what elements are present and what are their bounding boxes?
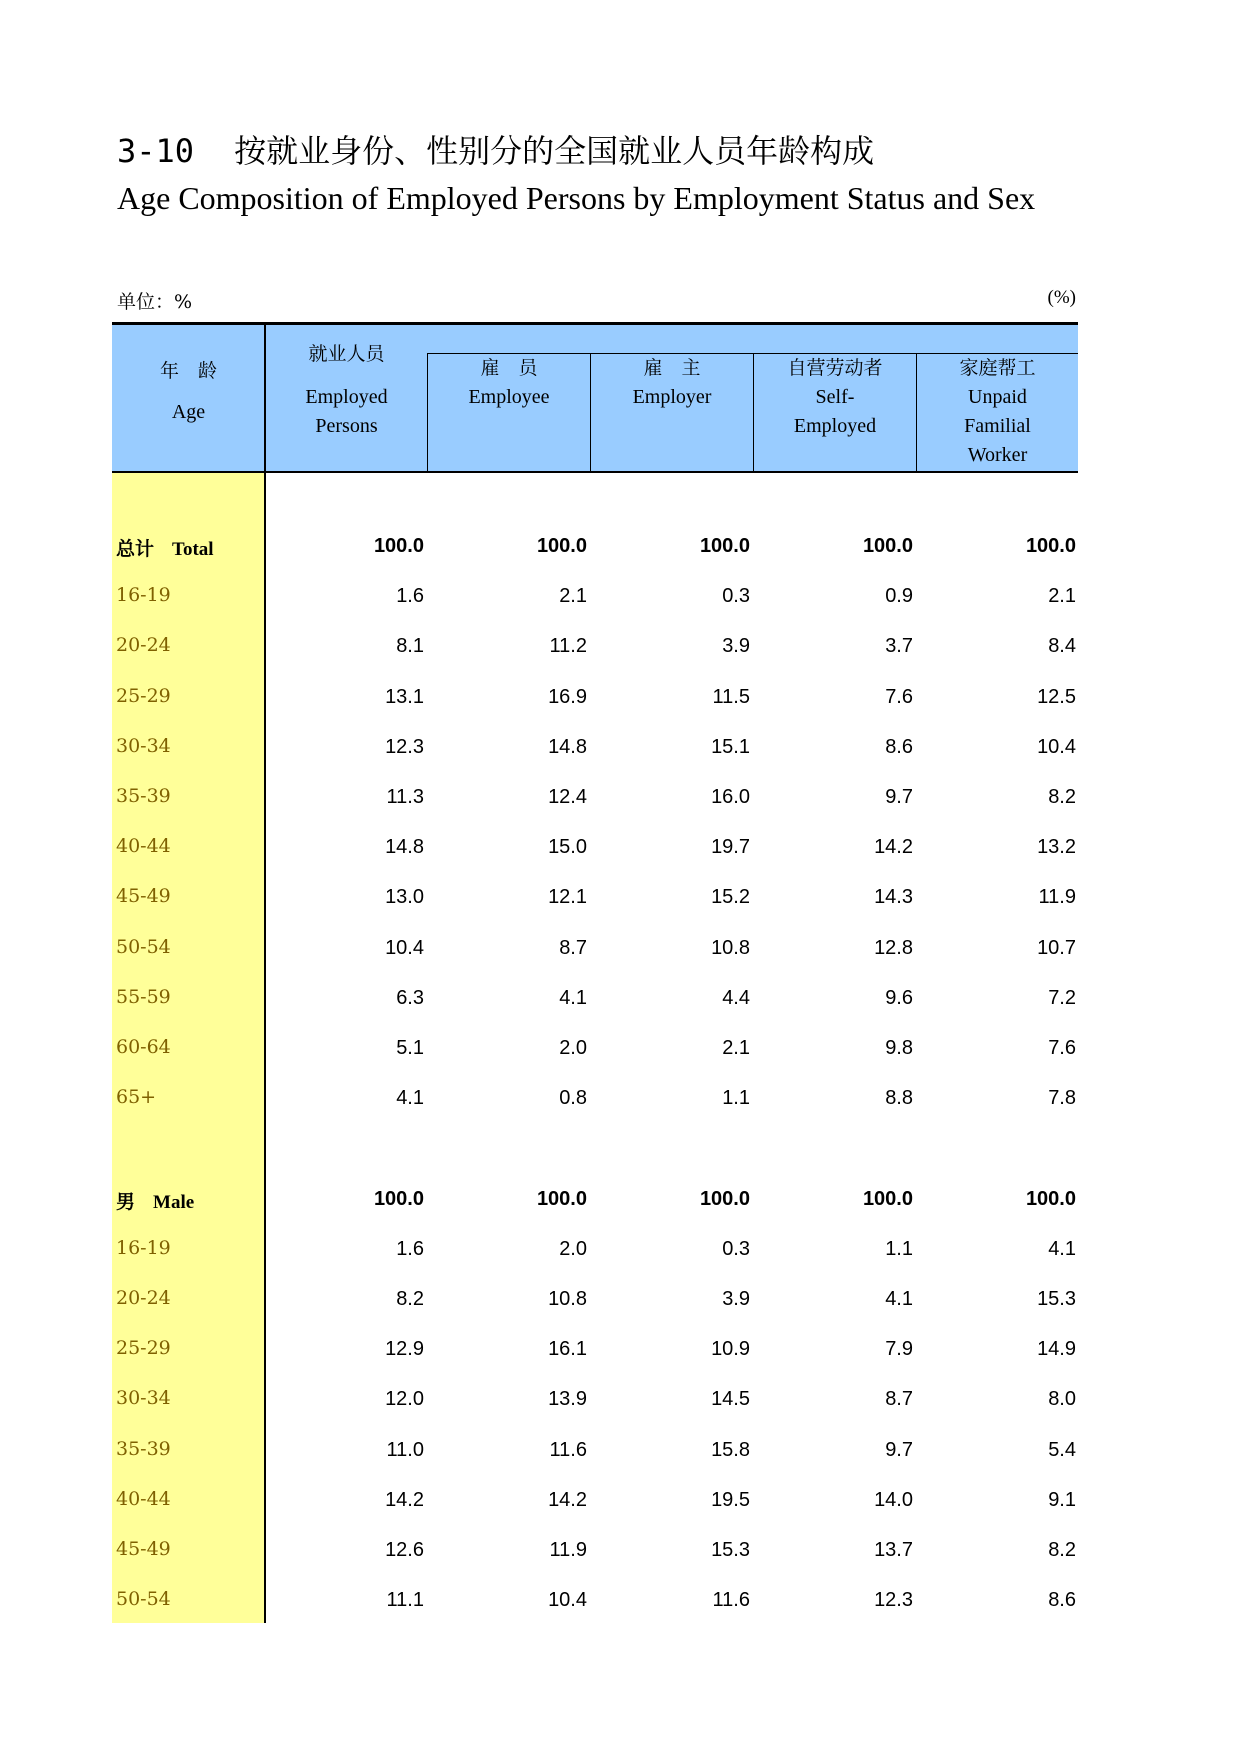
table-cell: 14.8 bbox=[548, 735, 587, 758]
table-cell: 8.2 bbox=[396, 1288, 424, 1310]
table-row bbox=[112, 974, 1078, 1024]
section-label-cn: 男 bbox=[116, 1190, 136, 1213]
table-cell: 11.1 bbox=[386, 1589, 424, 1612]
table-cell: 8.1 bbox=[396, 635, 424, 658]
table-cell: 13.2 bbox=[1037, 836, 1076, 859]
table-cell: 10.4 bbox=[1037, 735, 1076, 758]
table-cell: 7.9 bbox=[885, 1338, 913, 1361]
section-label-en: Total bbox=[172, 539, 214, 560]
table-cell: 11.6 bbox=[549, 1438, 587, 1461]
table-cell: 1.6 bbox=[396, 585, 424, 608]
age-group-label: 16-19 bbox=[116, 584, 171, 607]
age-group-label: 40-44 bbox=[116, 1487, 171, 1510]
table-cell: 8.2 bbox=[1048, 786, 1076, 808]
table-cell: 2.1 bbox=[722, 1037, 750, 1059]
table-cell: 11.9 bbox=[1038, 886, 1076, 909]
header-unpaid-en3: Worker bbox=[967, 444, 1028, 466]
header-unpaid-en2: Familial bbox=[964, 415, 1031, 437]
unit-label: 单位：% bbox=[117, 291, 193, 313]
table-cell: 13.1 bbox=[385, 685, 424, 708]
table-cell: 8.6 bbox=[885, 735, 913, 758]
table-cell: 1.1 bbox=[722, 1087, 750, 1110]
table-cell: 14.9 bbox=[1037, 1338, 1076, 1361]
table-cell: 2.0 bbox=[559, 1037, 587, 1059]
age-group-label: 30-34 bbox=[116, 734, 171, 757]
age-group-label: 35-39 bbox=[116, 1437, 171, 1460]
header-self-en2: Employed bbox=[793, 415, 877, 437]
table-row bbox=[112, 1325, 1078, 1375]
table-cell: 12.1 bbox=[548, 886, 587, 909]
header-employer-en: Employer bbox=[632, 386, 712, 408]
table-cell: 11.9 bbox=[549, 1539, 587, 1561]
table-cell: 16.9 bbox=[548, 685, 587, 708]
age-group-label: 40-44 bbox=[116, 835, 171, 858]
table-cell: 11.2 bbox=[549, 635, 587, 658]
table-cell: 12.5 bbox=[1037, 685, 1076, 708]
table-cell: 4.1 bbox=[396, 1087, 424, 1110]
table-cell: 14.2 bbox=[874, 836, 913, 859]
table-cell: 9.6 bbox=[885, 986, 913, 1009]
table-row bbox=[112, 1426, 1078, 1476]
table-row bbox=[112, 622, 1078, 672]
table-cell: 15.8 bbox=[711, 1438, 750, 1461]
table-cell: 15.0 bbox=[548, 836, 587, 859]
table-cell: 3.7 bbox=[885, 635, 913, 658]
table-cell: 2.0 bbox=[559, 1237, 587, 1260]
table-row bbox=[112, 572, 1078, 622]
header-employer bbox=[591, 354, 753, 412]
table-cell: 8.7 bbox=[559, 936, 587, 959]
age-group-label: 20-24 bbox=[116, 634, 171, 657]
table-row bbox=[112, 1275, 1078, 1325]
unit-label-en: (%) bbox=[1047, 287, 1076, 308]
table-cell: 13.7 bbox=[874, 1539, 913, 1561]
table-row-section-total bbox=[112, 1175, 1078, 1225]
table-cell: 8.6 bbox=[1048, 1589, 1076, 1612]
header-employee-cn: 雇 员 bbox=[480, 357, 538, 379]
table-cell-total: 100.0 bbox=[862, 535, 913, 557]
table-cell: 4.1 bbox=[885, 1288, 913, 1310]
table-cell: 7.8 bbox=[1048, 1087, 1076, 1110]
table-row bbox=[112, 873, 1078, 923]
table-cell: 13.0 bbox=[385, 886, 424, 909]
table-cell: 10.8 bbox=[548, 1288, 587, 1310]
age-group-label: 16-19 bbox=[116, 1236, 171, 1259]
table-cell: 19.7 bbox=[711, 836, 750, 859]
table-cell: 15.2 bbox=[711, 886, 750, 909]
table-cell: 0.9 bbox=[885, 585, 913, 608]
table-cell: 10.9 bbox=[711, 1338, 750, 1361]
table-cell-total: 100.0 bbox=[373, 1187, 424, 1210]
table-cell: 11.5 bbox=[712, 685, 750, 708]
header-self-employed bbox=[754, 354, 916, 441]
table-cell: 8.8 bbox=[885, 1087, 913, 1110]
table-row bbox=[112, 1225, 1078, 1275]
age-group-label: 45-49 bbox=[116, 1538, 171, 1560]
table-cell: 1.1 bbox=[885, 1237, 913, 1260]
table-cell: 0.8 bbox=[559, 1087, 587, 1110]
table-cell: 4.4 bbox=[722, 986, 750, 1009]
table-cell-total: 100.0 bbox=[862, 1187, 913, 1210]
table-cell: 12.3 bbox=[385, 735, 424, 758]
header-employee bbox=[428, 354, 590, 412]
table-cell: 0.3 bbox=[722, 585, 750, 608]
table-cell: 5.4 bbox=[1048, 1438, 1076, 1461]
table-cell: 9.1 bbox=[1048, 1488, 1076, 1511]
table-cell: 10.8 bbox=[711, 936, 750, 959]
table-cell: 12.6 bbox=[385, 1539, 424, 1561]
age-group-label: 50-54 bbox=[116, 1588, 171, 1611]
table-cell: 2.1 bbox=[559, 585, 587, 608]
table-cell: 12.9 bbox=[385, 1338, 424, 1361]
table-cell: 12.8 bbox=[874, 936, 913, 959]
table-cell-total: 100.0 bbox=[1025, 1187, 1076, 1210]
table-row bbox=[112, 773, 1078, 823]
age-group-label: 25-29 bbox=[116, 684, 171, 707]
table-number: 3-10 bbox=[117, 132, 195, 170]
table-cell: 0.3 bbox=[722, 1237, 750, 1260]
table-cell: 12.4 bbox=[548, 786, 587, 808]
header-age-cn: 年 龄 bbox=[159, 360, 217, 382]
title-cn-text: 按就业身份、性别分的全国就业人员年龄构成 bbox=[234, 132, 875, 170]
table-cell: 13.9 bbox=[548, 1388, 587, 1411]
table-cell: 7.6 bbox=[885, 685, 913, 708]
header-age bbox=[112, 357, 265, 427]
header-unpaid-en1: Unpaid bbox=[968, 386, 1027, 408]
table-cell: 15.3 bbox=[1037, 1288, 1076, 1310]
age-group-label: 25-29 bbox=[116, 1337, 171, 1360]
table-row bbox=[112, 1074, 1078, 1124]
table-cell: 1.6 bbox=[396, 1237, 424, 1260]
table-row bbox=[112, 1476, 1078, 1526]
table-cell-total: 100.0 bbox=[699, 535, 750, 557]
table-cell: 10.7 bbox=[1037, 936, 1076, 959]
table-cell-total: 100.0 bbox=[1025, 535, 1076, 557]
table-cell-total: 100.0 bbox=[699, 1187, 750, 1210]
table-cell: 15.3 bbox=[711, 1539, 750, 1561]
table-cell: 16.1 bbox=[548, 1338, 587, 1361]
age-group-label: 20-24 bbox=[116, 1287, 171, 1309]
header-unpaid bbox=[917, 354, 1078, 470]
header-employed-en2: Persons bbox=[315, 415, 378, 437]
section-label-cn: 总计 bbox=[116, 538, 155, 560]
header-employed-cn: 就业人员 bbox=[308, 343, 385, 365]
header-age-en: Age bbox=[171, 401, 206, 423]
table-cell: 10.4 bbox=[548, 1589, 587, 1612]
table-cell: 7.6 bbox=[1048, 1037, 1076, 1059]
table-cell: 8.7 bbox=[885, 1388, 913, 1411]
table-row bbox=[112, 1375, 1078, 1425]
table-cell: 11.6 bbox=[712, 1589, 750, 1612]
table-cell: 19.5 bbox=[711, 1488, 750, 1511]
table-cell: 11.0 bbox=[386, 1438, 424, 1461]
table-cell: 10.4 bbox=[385, 936, 424, 959]
age-group-label: 60-64 bbox=[116, 1036, 171, 1058]
table-row bbox=[112, 1024, 1078, 1074]
section-label-en: Male bbox=[153, 1191, 195, 1213]
table-row bbox=[112, 1526, 1078, 1576]
page-title-cn bbox=[117, 126, 874, 172]
age-group-label: 65+ bbox=[116, 1086, 157, 1109]
table-cell: 14.0 bbox=[874, 1488, 913, 1511]
table-cell: 8.0 bbox=[1048, 1388, 1076, 1411]
table-cell: 8.2 bbox=[1048, 1539, 1076, 1561]
header-self-cn: 自营劳动者 bbox=[787, 357, 883, 379]
table-cell: 14.2 bbox=[385, 1488, 424, 1511]
header-unpaid-cn: 家庭帮工 bbox=[959, 357, 1036, 379]
table-cell-total: 100.0 bbox=[536, 1187, 587, 1210]
table-cell: 14.5 bbox=[711, 1388, 750, 1411]
table-cell: 9.7 bbox=[885, 786, 913, 808]
table-cell: 4.1 bbox=[1048, 1237, 1076, 1260]
table-cell: 9.7 bbox=[885, 1438, 913, 1461]
table-cell: 6.3 bbox=[396, 986, 424, 1009]
table-row bbox=[112, 1576, 1078, 1626]
age-group-label: 55-59 bbox=[116, 985, 171, 1008]
table-cell: 15.1 bbox=[711, 735, 750, 758]
header-self-en1: Self- bbox=[815, 386, 855, 408]
table-cell: 14.8 bbox=[385, 836, 424, 859]
section-label bbox=[116, 534, 214, 561]
table-cell: 2.1 bbox=[1048, 585, 1076, 608]
table-cell: 7.2 bbox=[1048, 986, 1076, 1009]
table-cell: 4.1 bbox=[559, 986, 587, 1009]
header-employed bbox=[266, 340, 427, 441]
table-cell: 14.2 bbox=[548, 1488, 587, 1511]
table-cell: 8.4 bbox=[1048, 635, 1076, 658]
page-title-en: Age Composition of Employed Persons by Employment Status and Sex bbox=[117, 180, 1036, 216]
table-cell: 12.3 bbox=[874, 1589, 913, 1612]
header-employee-en: Employee bbox=[468, 386, 550, 408]
table-cell: 5.1 bbox=[396, 1037, 424, 1059]
table-row bbox=[112, 924, 1078, 974]
table-cell: 12.0 bbox=[385, 1388, 424, 1411]
table-cell: 11.3 bbox=[386, 786, 424, 808]
table-cell: 3.9 bbox=[722, 635, 750, 658]
table-cell-total: 100.0 bbox=[373, 535, 424, 557]
section-label bbox=[116, 1187, 194, 1214]
table-cell: 14.3 bbox=[874, 886, 913, 909]
table-row bbox=[112, 823, 1078, 873]
age-group-label: 45-49 bbox=[116, 885, 171, 908]
table-row bbox=[112, 673, 1078, 723]
table-cell: 16.0 bbox=[711, 786, 750, 808]
table-cell: 3.9 bbox=[722, 1288, 750, 1310]
age-group-label: 50-54 bbox=[116, 935, 171, 958]
header-employed-en1: Employed bbox=[305, 386, 388, 408]
table-cell: 9.8 bbox=[885, 1037, 913, 1059]
table-row bbox=[112, 723, 1078, 773]
age-group-label: 30-34 bbox=[116, 1387, 171, 1410]
table-row-section-total bbox=[112, 522, 1078, 572]
header-employer-cn: 雇 主 bbox=[643, 357, 701, 379]
age-group-label: 35-39 bbox=[116, 785, 171, 807]
table-cell-total: 100.0 bbox=[536, 535, 587, 557]
